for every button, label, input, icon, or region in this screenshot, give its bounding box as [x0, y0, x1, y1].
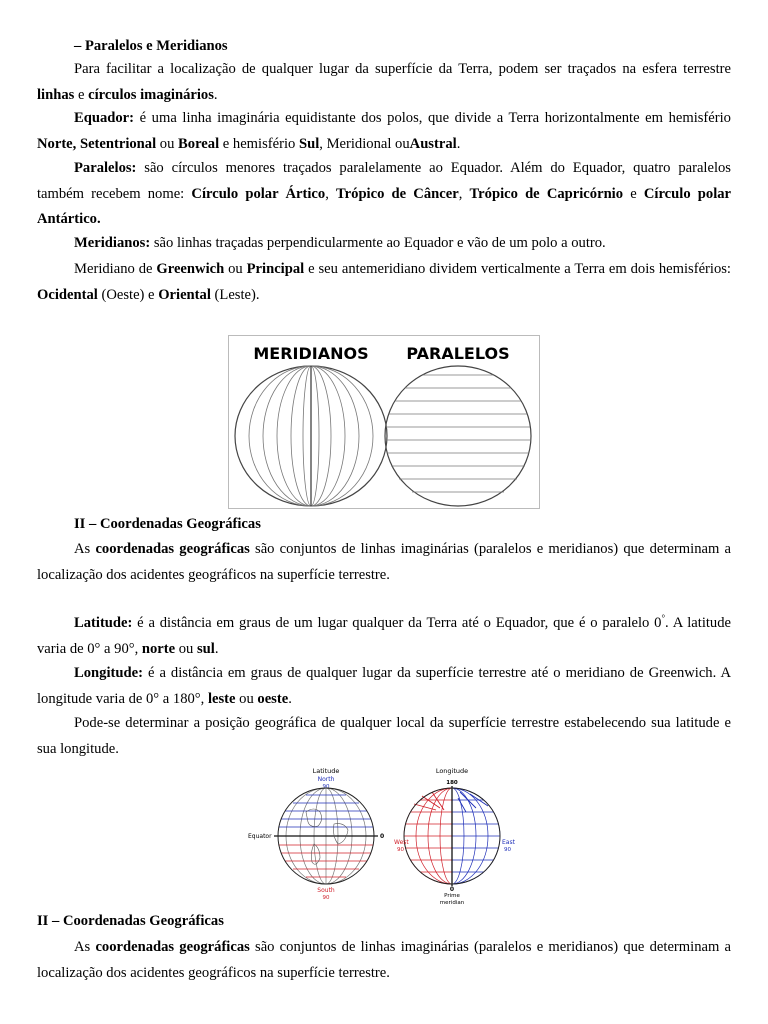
antimeridian-degree: 180	[446, 780, 458, 786]
paralelos-title: PARALELOS	[406, 344, 510, 363]
paralelos-globe	[385, 366, 531, 506]
equator-zero-label: 0	[380, 833, 385, 840]
north-degree: 90	[322, 784, 330, 790]
meridian-label: meridian	[439, 900, 465, 906]
paragraph-paralelos: Paralelos: são círculos menores traçados paralelamente ao Equador. Além do Equador, quatro paralelos também recebem nome: Círculo polar Ártico, Trópico de Câncer, Trópico de Capricórnio e Círculo polar Antártico.	[37, 160, 732, 227]
paragraph-posicao: Pode-se determinar a posição geográfica de qualquer local da superfície terrestre estabelecendo sua latitude e sua longitude.	[37, 715, 731, 757]
east-degree: 90	[504, 847, 511, 853]
figure-latitude-longitude	[244, 764, 544, 906]
paragraph-equador: Equador: é uma linha imaginária equidistante dos polos, que divide a Terra horizontalmente em hemisfério Norte, Setentrional ou Boreal e hemisfério Sul, Meridional ouAustral.	[37, 110, 731, 152]
paragraph-meridianos: Meridianos: são linhas traçadas perpendicularmente ao Equador e vão de um polo a outro.	[74, 235, 606, 251]
south-degree: 90	[322, 895, 330, 901]
paragraph-coordenadas-repeat: As coordenadas geográficas são conjuntos de linhas imaginárias (paralelos e meridianos) que determinam a localização dos acidentes geográficos na superfície terrestre.	[37, 939, 732, 981]
west-degree: 90	[397, 847, 404, 853]
north-label: North	[317, 776, 335, 783]
figure-meridianos-paralelos	[228, 335, 540, 509]
longitude-title: Longitude	[435, 767, 469, 775]
meridianos-title: MERIDIANOS	[253, 344, 369, 363]
section-heading-coordenadas-repeat: II – Coordenadas Geográficas	[37, 913, 224, 929]
paragraph-intro: Para facilitar a localização de qualquer lugar da superfície da Terra, podem ser traçados na esfera terrestre linhas e círculos imaginários.	[37, 61, 731, 103]
section-heading-paralelos-meridianos: – Paralelos e Meridianos	[74, 38, 228, 54]
paragraph-longitude: Longitude: é a distância em graus de qualquer lugar da superfície terrestre até o meridiano de Greenwich. A longitude varia de 0° a 180°, leste ou oeste.	[37, 665, 731, 707]
prime-label: Prime	[444, 893, 460, 899]
east-label: East	[502, 839, 515, 846]
latitude-title: Latitude	[312, 767, 340, 775]
equator-label: Equator	[248, 833, 272, 840]
paragraph-greenwich: Meridiano de Greenwich ou Principal e seu antemeridiano dividem verticalmente a Terra em dois hemisférios: Ocidental (Oeste) e Oriental (Leste).	[37, 261, 731, 303]
longitude-globe	[404, 786, 500, 886]
section-heading-coordenadas: II – Coordenadas Geográficas	[74, 516, 261, 532]
paragraph-coordenadas: As coordenadas geográficas são conjuntos de linhas imaginárias (paralelos e meridianos) que determinam a localização dos acidentes geográficos na superfície terrestre.	[37, 541, 732, 583]
west-label: West	[394, 839, 409, 846]
paragraph-latitude: Latitude: é a distância em graus de um lugar qualquer da Terra até o Equador, que é o paralelo 0°. A latitude varia de 0° a 90°, norte ou sul.	[37, 613, 732, 657]
prime-meridian-degree: 0	[449, 886, 455, 893]
south-label: South	[317, 887, 335, 894]
latitude-globe	[274, 788, 378, 884]
meridianos-globe	[235, 366, 387, 506]
